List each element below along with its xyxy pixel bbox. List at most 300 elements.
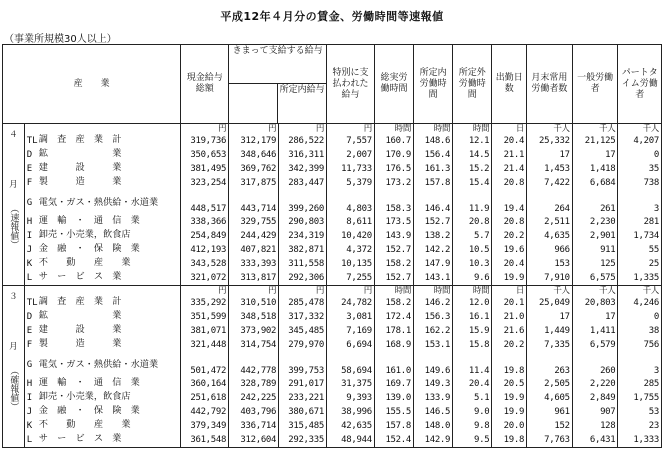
industry-cell [24,391,181,405]
period-label-part: 月 [9,180,18,190]
value-cell: 17 [572,148,618,162]
value-cell: 160.7 [374,134,413,148]
value-cell: 15.9 [453,324,492,338]
value-cell: 4,605 [527,391,573,405]
unit-cell: 円 [279,124,327,135]
value-cell: 157.8 [374,419,413,433]
industry-code: E [26,326,33,336]
value-cell: 351,599 [181,310,229,324]
value-cell: 170.9 [374,148,413,162]
table-row [3,243,662,257]
value-cell: 1,335 [618,271,662,286]
value-cell: 146.5 [414,405,453,419]
value-cell: 7,335 [527,338,573,352]
industry-code: TL [26,298,38,308]
unit-cell: 時間 [453,124,492,135]
value-cell: 19.8 [492,433,527,448]
header-special-pay: 特別に支払われた給与 [327,45,375,124]
industry-name: 製 造 業 [38,176,122,187]
value-cell: 155.5 [374,405,413,419]
industry-code: F [26,178,33,188]
value-cell: 321,448 [181,338,229,352]
period-label [3,286,25,448]
value-cell: 321,072 [181,271,229,286]
value-cell: 379,349 [181,419,229,433]
value-cell: 335,292 [181,296,229,310]
value-cell: 25 [618,257,662,271]
table-row [3,377,662,391]
industry-code: D [26,312,33,322]
header-industry: 産 業 [3,45,181,124]
value-cell: 142.9 [414,433,453,448]
industry-cell [24,377,181,391]
value-cell: 176.5 [374,162,413,176]
table-row [3,215,662,229]
industry-name: 製 造 業 [38,338,122,349]
unit-cell: 千人 [618,286,662,297]
value-cell: 9.0 [453,405,492,419]
table-row [3,229,662,243]
value-cell: 292,306 [279,271,327,286]
value-cell: 2,505 [527,377,573,391]
value-cell: 42,635 [327,419,375,433]
value-cell: 2,007 [327,148,375,162]
value-cell: 1,418 [572,162,618,176]
value-cell: 139.0 [374,391,413,405]
value-cell: 2,849 [572,391,618,405]
industry-name: 金 融 ・ 保 険 業 [38,243,140,254]
value-cell: 6,575 [572,271,618,286]
table-row [3,134,662,148]
value-cell: 348,518 [229,310,279,324]
value-cell: 19.4 [492,190,527,215]
period-label-part: （速報値） [8,204,19,249]
value-cell: 316,311 [279,148,327,162]
table-row [3,324,662,338]
value-cell: 158.3 [374,190,413,215]
value-cell: 5.1 [453,391,492,405]
value-cell: 9.6 [453,271,492,286]
value-cell: 10.5 [453,243,492,257]
unit-cell: 円 [181,286,229,297]
value-cell: 966 [527,243,573,257]
value-cell: 11,733 [327,162,375,176]
industry-code: K [26,259,33,269]
value-cell: 6,579 [572,338,618,352]
value-cell: 162.2 [414,324,453,338]
scope-note: （事業所規模30人以上） [4,34,117,45]
unit-cell: 千人 [572,124,618,135]
header-overtime-hours: 所定外労働時間 [453,45,492,124]
unit-cell: 千人 [527,124,573,135]
value-cell: 0 [618,310,662,324]
value-cell: 9.8 [453,419,492,433]
value-cell: 11.4 [453,352,492,377]
value-cell: 48,944 [327,433,375,448]
value-cell: 2,230 [572,215,618,229]
value-cell: 20.8 [453,215,492,229]
industry-code: H [26,379,33,389]
industry-code: D [26,150,33,160]
value-cell: 7,422 [527,176,573,190]
unit-cell: 時間 [374,286,413,297]
value-cell: 11.9 [453,190,492,215]
value-cell: 17 [527,148,573,162]
value-cell: 381,495 [181,162,229,176]
value-cell: 233,221 [279,391,327,405]
value-cell: 158.2 [374,257,413,271]
period-label-part: （確報値） [8,366,19,411]
table-row [3,433,662,448]
value-cell: 4,207 [618,134,662,148]
value-cell: 161.0 [374,352,413,377]
industry-code: J [26,245,33,255]
value-cell: 153.1 [414,338,453,352]
value-cell: 20.4 [453,377,492,391]
value-cell: 291,017 [279,377,327,391]
value-cell: 6,431 [572,433,618,448]
wage-statistics-table [2,44,662,448]
table-row [3,419,662,433]
value-cell: 10,135 [327,257,375,271]
industry-cell [24,190,181,215]
industry-cell [24,243,181,257]
unit-cell: 日 [492,286,527,297]
industry-code: TL [26,136,38,146]
value-cell: 15.8 [453,338,492,352]
table-row [3,271,662,286]
industry-name: 金 融 ・ 保 険 業 [38,405,140,416]
value-cell: 399,753 [279,352,327,377]
unit-cell: 円 [181,124,229,135]
period-label-part: 月 [9,342,18,352]
value-cell: 315,485 [279,419,327,433]
value-cell: 292,335 [279,433,327,448]
value-cell: 7,169 [327,324,375,338]
header-scheduled-hours: 所定内労働時間 [414,45,453,124]
value-cell: 19.9 [492,271,527,286]
value-cell: 143.1 [414,271,453,286]
value-cell: 55 [618,243,662,257]
value-cell: 149.6 [414,352,453,377]
unit-cell: 円 [327,124,375,135]
value-cell: 21.6 [492,324,527,338]
industry-name: 建 設 業 [38,162,122,173]
value-cell: 15.2 [453,162,492,176]
value-cell: 311,558 [279,257,327,271]
value-cell: 156.3 [414,310,453,324]
value-cell: 152.7 [374,271,413,286]
industry-cell [24,176,181,190]
value-cell: 4,803 [327,190,375,215]
value-cell: 242,225 [229,391,279,405]
header-days: 出勤日数 [492,45,527,124]
value-cell: 19.9 [492,391,527,405]
table-row [3,296,662,310]
unit-blank [24,286,181,297]
value-cell: 58,694 [327,352,375,377]
value-cell: 152.7 [374,243,413,257]
value-cell: 961 [527,405,573,419]
header-wage-total: 現金給与総額 [181,45,229,124]
industry-cell [24,324,181,338]
value-cell: 20.4 [492,257,527,271]
industry-cell [24,338,181,352]
industry-code: G [26,197,33,208]
value-cell: 10,420 [327,229,375,243]
industry-code: G [26,359,33,370]
value-cell: 153 [527,257,573,271]
value-cell: 31,375 [327,377,375,391]
value-cell: 345,485 [279,324,327,338]
value-cell: 138.2 [414,229,453,243]
period-label-part: ３ [9,292,18,302]
value-cell: 290,803 [279,215,327,229]
value-cell: 342,399 [279,162,327,176]
value-cell: 146.4 [414,190,453,215]
value-cell: 173.5 [374,215,413,229]
value-cell: 148.6 [414,134,453,148]
value-cell: 403,796 [229,405,279,419]
unit-cell: 時間 [453,286,492,297]
industry-cell [24,162,181,176]
value-cell: 38,996 [327,405,375,419]
table-row [3,148,662,162]
value-cell: 20.8 [492,176,527,190]
industry-name: 不 動 産 業 [38,419,131,430]
value-cell: 20.1 [492,296,527,310]
value-cell: 313,817 [229,271,279,286]
value-cell: 20.4 [492,134,527,148]
value-cell: 146.2 [414,296,453,310]
industry-code: L [26,273,33,283]
value-cell: 2,901 [572,229,618,243]
value-cell: 23 [618,419,662,433]
value-cell: 260 [572,352,618,377]
value-cell: 2,511 [527,215,573,229]
value-cell: 157.8 [414,176,453,190]
value-cell: 380,671 [279,405,327,419]
value-cell: 7,255 [327,271,375,286]
industry-name: 鉱 業 [38,310,122,321]
unit-cell: 時間 [414,124,453,135]
value-cell: 323,254 [181,176,229,190]
value-cell: 6,684 [572,176,618,190]
value-cell: 161.3 [414,162,453,176]
value-cell: 24,782 [327,296,375,310]
value-cell: 17 [527,310,573,324]
value-cell: 279,970 [279,338,327,352]
table-row [3,338,662,352]
industry-code: J [26,407,33,417]
unit-cell: 千人 [572,286,618,297]
header-fixed-wage: きまって支給する給与 [229,45,326,84]
value-cell: 4,246 [618,296,662,310]
value-cell: 285 [618,377,662,391]
industry-cell [24,310,181,324]
value-cell: 336,714 [229,419,279,433]
industry-cell [24,134,181,148]
table-row [3,162,662,176]
value-cell: 12.0 [453,296,492,310]
value-cell: 3 [618,352,662,377]
table-row [3,190,662,215]
unit-row [3,286,662,297]
value-cell: 907 [572,405,618,419]
period-label [3,124,25,286]
value-cell: 143.9 [374,229,413,243]
table-row [3,391,662,405]
value-cell: 15.4 [453,176,492,190]
value-cell: 21.4 [492,162,527,176]
industry-name: サ ー ビ ス 業 [38,433,122,444]
unit-cell: 時間 [374,124,413,135]
value-cell: 399,260 [279,190,327,215]
industry-cell [24,296,181,310]
value-cell: 178.1 [374,324,413,338]
value-cell: 19.9 [492,405,527,419]
industry-name: 電気・ガス・熱供給・水道業 [38,358,159,370]
value-cell: 168.9 [374,338,413,352]
industry-name: 電気・ガス・熱供給・水道業 [38,196,159,208]
unit-cell: 時間 [414,286,453,297]
value-cell: 348,646 [229,148,279,162]
value-cell: 333,393 [229,257,279,271]
value-cell: 283,447 [279,176,327,190]
industry-cell [24,405,181,419]
value-cell: 6,694 [327,338,375,352]
value-cell: 20.8 [492,215,527,229]
unit-cell: 円 [229,286,279,297]
industry-code: E [26,164,33,174]
value-cell: 407,821 [229,243,279,257]
value-cell: 152 [527,419,573,433]
industry-code: K [26,421,33,431]
value-cell: 2,220 [572,377,618,391]
value-cell: 9,393 [327,391,375,405]
page-title: 平成12年４月分の賃金、労働時間等速報値 [220,10,444,23]
value-cell: 1,734 [618,229,662,243]
value-cell: 314,754 [229,338,279,352]
value-cell: 53 [618,405,662,419]
value-cell: 319,736 [181,134,229,148]
value-cell: 261 [572,190,618,215]
value-cell: 312,604 [229,433,279,448]
table-row [3,405,662,419]
value-cell: 7,557 [327,134,375,148]
value-cell: 1,755 [618,391,662,405]
table-row [3,310,662,324]
value-cell: 172.4 [374,310,413,324]
unit-cell: 円 [279,286,327,297]
value-cell: 442,792 [181,405,229,419]
value-cell: 10.3 [453,257,492,271]
value-cell: 20.2 [492,229,527,243]
value-cell: 244,429 [229,229,279,243]
industry-cell [24,352,181,377]
industry-name: サ ー ビ ス 業 [38,271,122,282]
value-cell: 12.1 [453,134,492,148]
value-cell: 264 [527,190,573,215]
unit-cell: 千人 [618,124,662,135]
value-cell: 286,522 [279,134,327,148]
value-cell: 369,762 [229,162,279,176]
value-cell: 3,081 [327,310,375,324]
value-cell: 328,789 [229,377,279,391]
value-cell: 148.0 [414,419,453,433]
value-cell: 20.0 [492,419,527,433]
value-cell: 8,611 [327,215,375,229]
unit-row [3,124,662,135]
value-cell: 17 [572,310,618,324]
value-cell: 756 [618,338,662,352]
table-row [3,352,662,377]
value-cell: 156.4 [414,148,453,162]
value-cell: 1,411 [572,324,618,338]
header-regular-workers: 月末常用労働者数 [527,45,573,124]
value-cell: 254,849 [181,229,229,243]
value-cell: 7,910 [527,271,573,286]
unit-cell: 日 [492,124,527,135]
value-cell: 169.7 [374,377,413,391]
value-cell: 152.4 [374,433,413,448]
unit-cell: 千人 [527,286,573,297]
industry-name: 卸売・小売業，飲食店 [38,229,131,240]
industry-cell [24,271,181,286]
header-total-hours: 総実労働時間 [374,45,413,124]
value-cell: 285,478 [279,296,327,310]
value-cell: 19.6 [492,243,527,257]
value-cell: 7,763 [527,433,573,448]
industry-cell [24,419,181,433]
value-cell: 312,179 [229,134,279,148]
industry-code: F [26,340,33,350]
industry-code: L [26,435,33,445]
industry-name: 建 設 業 [38,324,122,335]
value-cell: 38 [618,324,662,338]
value-cell: 16.1 [453,310,492,324]
value-cell: 263 [527,352,573,377]
value-cell: 442,778 [229,352,279,377]
unit-cell: 円 [327,286,375,297]
value-cell: 443,714 [229,190,279,215]
value-cell: 1,449 [527,324,573,338]
value-cell: 20.5 [492,377,527,391]
value-cell: 20.2 [492,338,527,352]
value-cell: 128 [572,419,618,433]
value-cell: 4,372 [327,243,375,257]
value-cell: 501,472 [181,352,229,377]
value-cell: 4,635 [527,229,573,243]
value-cell: 317,332 [279,310,327,324]
header-general-workers: 一般労働者 [572,45,618,124]
value-cell: 343,528 [181,257,229,271]
value-cell: 19.8 [492,352,527,377]
industry-cell [24,229,181,243]
value-cell: 142.2 [414,243,453,257]
industry-cell [24,433,181,448]
value-cell: 125 [572,257,618,271]
value-cell: 152.7 [414,215,453,229]
value-cell: 310,510 [229,296,279,310]
industry-code: I [26,231,33,241]
value-cell: 158.2 [374,296,413,310]
value-cell: 173.2 [374,176,413,190]
industry-code: H [26,217,33,227]
value-cell: 1,453 [527,162,573,176]
period-label-part: ４ [9,130,18,140]
value-cell: 234,319 [279,229,327,243]
